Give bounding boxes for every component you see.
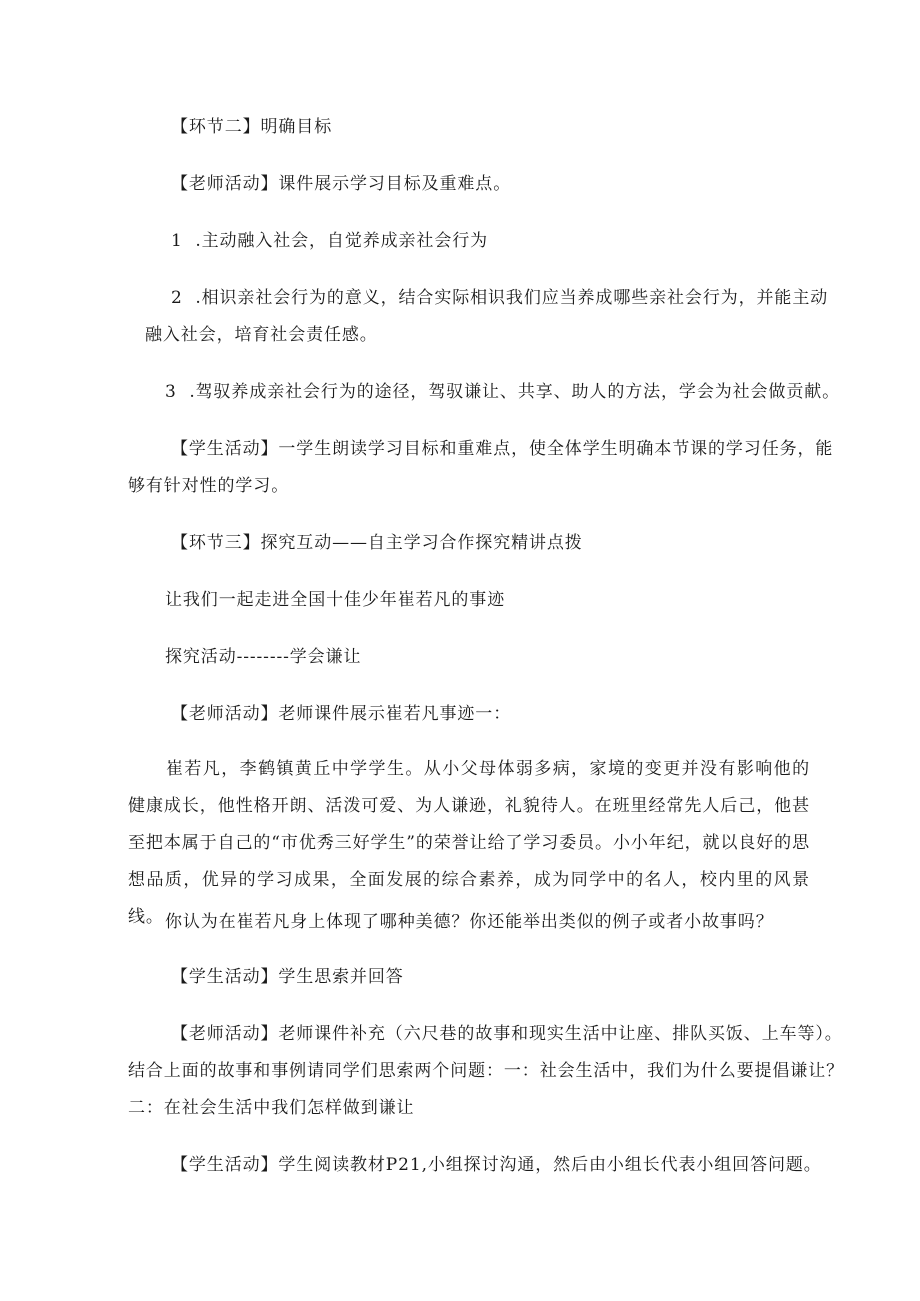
teacher-activity-supplement-line1: 【老师活动】老师课件补充（六尺巷的故事和现实生活中让座、排队买饭、上车等）。: [171, 1024, 843, 1044]
goal-item-3: 3 .驾驭养成亲社会行为的途径，驾驭谦让、共享、助人的方法，学会为社会做贡献。: [165, 382, 841, 402]
goal-item-2-line2: 融入社会，培育社会责任感。: [145, 325, 378, 345]
goal-item-2-line1: 2 .相识亲社会行为的意义，结合实际相识我们应当养成哪些亲社会行为，并能主动: [171, 288, 829, 308]
teacher-activity-supplement-line2: 结合上面的故事和事例请同学们思索两个问题：一：社会生活中，我们为什么要提倡谦让？: [128, 1061, 844, 1081]
student-activity-paragraph-line1: 【学生活动】一学生朗读学习目标和重难点，使全体学生明确本节课的学习任务，能: [171, 439, 834, 459]
student-activity-answer-line: 【学生活动】学生思索并回答: [171, 967, 404, 987]
student-activity-reading-line: 【学生活动】学生阅读教材P21,小组探讨沟通，然后由小组长代表小组回答问题。: [171, 1155, 822, 1175]
story-paragraph: 崔若凡，李鹤镇黄丘中学学生。从小父母体弱多病，家境的变更并没有影响他的健康成长，他性格开朗、活泼可爱、为人谦逊，礼貌待人。在班里经常先人后己，他甚至把本属于自己的“市优秀三好学生”的荣誉让给了学习委员。小小年纪，就以良好的思想品质，优异的学习成果，全面发展的综合素养，成为同学中的名人，校内里的风景线。: [128, 759, 810, 927]
teacher-activity-paragraph: 【老师活动】课件展示学习目标及重难点。: [171, 174, 512, 194]
section2-heading: 【环节二】明确目标: [171, 117, 333, 137]
explore-activity-line: 探究活动--------学会谦让: [165, 647, 362, 667]
question-line: 你认为在崔若凡身上体现了哪种美德？你还能举出类似的例子或者小故事吗？: [165, 912, 774, 932]
student-activity-paragraph-line2: 够有针对性的学习。: [128, 476, 290, 496]
goal-item-1: 1 .主动融入社会，自觉养成亲社会行为: [171, 231, 489, 251]
section3-heading: 【环节三】探究互动——自主学习合作探究精讲点拨: [171, 533, 583, 553]
teacher-activity-story-line: 【老师活动】老师课件展示崔若凡事迹一：: [171, 704, 512, 724]
teacher-activity-supplement-line3: 二：在社会生活中我们怎样做到谦让: [128, 1098, 415, 1118]
intro-story-line: 让我们一起走进全国十佳少年崔若凡的事迹: [165, 590, 506, 610]
